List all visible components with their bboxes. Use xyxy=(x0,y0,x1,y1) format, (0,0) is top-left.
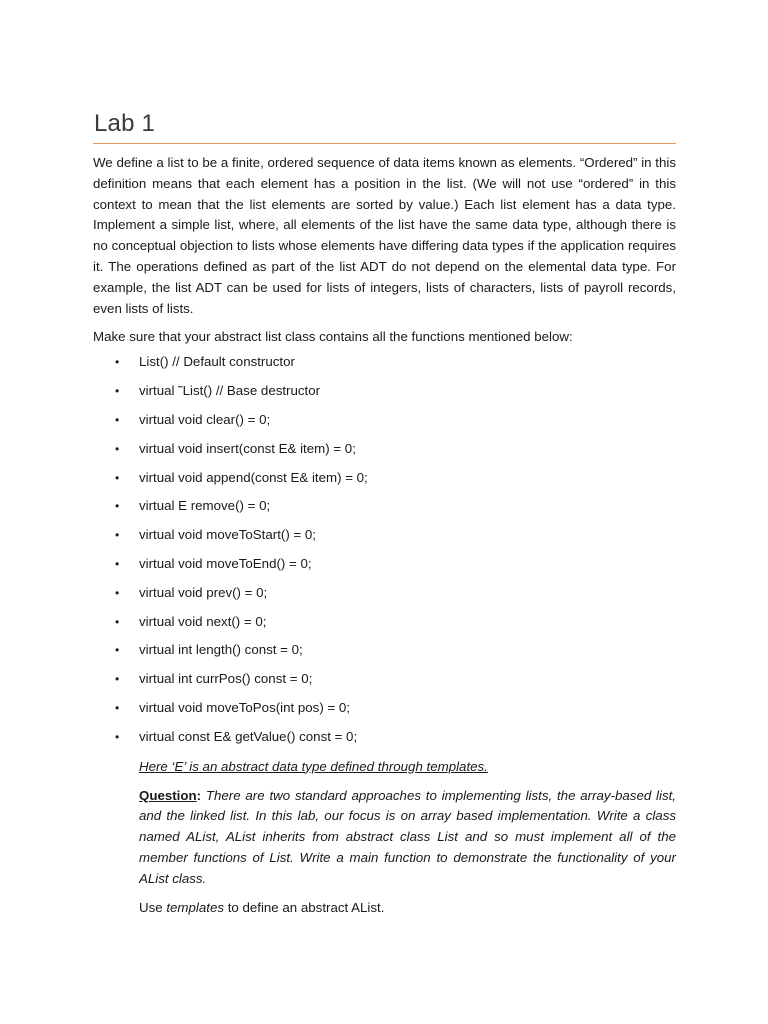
function-list-item xyxy=(93,641,676,659)
template-note: Here ‘E’ is an abstract data type defined through templates. xyxy=(139,758,488,774)
function-signature: virtual const E& getValue() const = 0; xyxy=(139,728,358,744)
question-label: Question xyxy=(139,787,197,803)
function-list-item xyxy=(93,382,676,400)
function-signature: virtual E remove() = 0; xyxy=(139,498,271,514)
function-signature: virtual ˜List() // Base destructor xyxy=(139,383,321,399)
title-underline-divider xyxy=(93,143,676,144)
page-title: Lab 1 xyxy=(94,110,156,137)
bullet-icon: • xyxy=(115,643,120,658)
bullet-icon: • xyxy=(115,412,120,427)
intro-paragraph: We define a list to be a finite, ordered sequence of data items known as elements. “Ordered” in this definition means that each element has a position in the list. (We will not use “ordered” in this context to mean that the list elements are sorted by value.) Each list element has a data type. Implement a simple list, where, all elements of the list have the same data type, although there is no conceptual objection to lists whose elements have differing data types if the application requires it. The operations defined as part of the list ADT do not depend on the elemental data type. For example, the list ADT can be used for lists of integers, lists of characters, lists of payroll records, even lists of lists. xyxy=(93,155,676,316)
bullet-icon: • xyxy=(115,700,120,715)
function-signature: virtual void insert(const E& item) = 0; xyxy=(139,440,356,456)
bullet-icon: • xyxy=(115,384,120,399)
use-line-suffix: to define an abstract AList. xyxy=(224,899,385,915)
bullet-icon: • xyxy=(115,355,120,370)
function-signature: virtual void moveToPos(int pos) = 0; xyxy=(139,699,350,715)
function-signature: virtual int currPos() const = 0; xyxy=(139,671,313,687)
function-list-item xyxy=(93,584,676,602)
function-list-item xyxy=(93,613,676,631)
bullet-icon: • xyxy=(115,556,120,571)
function-list-item xyxy=(93,497,676,515)
function-list-item xyxy=(93,555,676,573)
question-colon: : xyxy=(196,787,202,803)
function-signature: List() // Default constructor xyxy=(139,354,295,370)
function-signature: virtual void moveToStart() = 0; xyxy=(139,527,316,543)
function-list-item xyxy=(93,699,676,717)
bullet-icon: • xyxy=(115,729,120,744)
notes-block xyxy=(139,757,676,918)
bullet-icon: • xyxy=(115,499,120,514)
function-signature: virtual void clear() = 0; xyxy=(139,411,271,427)
function-list xyxy=(93,353,676,745)
function-list-item xyxy=(93,440,676,458)
function-list-item xyxy=(93,411,676,429)
use-line-prefix: Use xyxy=(139,899,167,915)
function-signature: virtual int length() const = 0; xyxy=(139,642,303,658)
bullet-icon: • xyxy=(115,614,120,629)
bullet-icon: • xyxy=(115,528,120,543)
use-line-emphasis: templates xyxy=(166,899,224,915)
function-signature: virtual void moveToEnd() = 0; xyxy=(139,555,312,571)
use-templates-line xyxy=(139,898,676,918)
function-list-item xyxy=(93,353,676,371)
function-signature: virtual void next() = 0; xyxy=(139,613,267,629)
function-list-item xyxy=(93,728,676,746)
question-body: There are two standard approaches to implementing lists, the array-based list, and the linked list. In this lab, our focus is on array based implementation. Write a class named AList, AList inherits from abstract class List and so must implement all of the member functions of List. Write a main function to demonstrate the functionality of your AList class. xyxy=(139,787,676,886)
function-list-item xyxy=(93,670,676,688)
function-list-item xyxy=(93,526,676,544)
question-paragraph xyxy=(139,786,676,890)
function-signature: virtual void prev() = 0; xyxy=(139,584,268,600)
bullet-icon: • xyxy=(115,585,120,600)
bullet-icon: • xyxy=(115,672,120,687)
function-list-item xyxy=(93,469,676,487)
function-signature: virtual void append(const E& item) = 0; xyxy=(139,469,368,485)
bullet-icon: • xyxy=(115,441,120,456)
functions-intro: Make sure that your abstract list class contains all the functions mentioned below: xyxy=(93,329,573,345)
bullet-icon: • xyxy=(115,470,120,485)
document-page xyxy=(93,110,676,918)
